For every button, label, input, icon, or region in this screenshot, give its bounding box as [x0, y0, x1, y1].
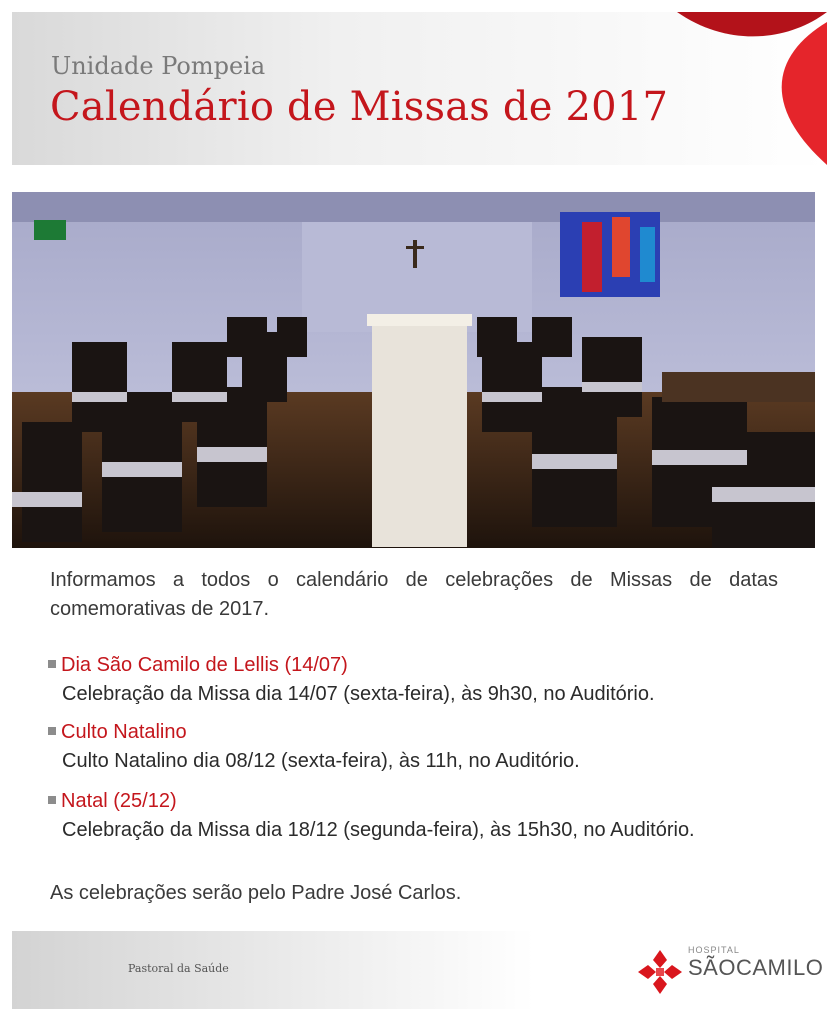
bullet-icon — [48, 796, 56, 804]
hospital-logo — [636, 942, 824, 1002]
logo-brand-text: SÃOCAMILO — [688, 955, 824, 980]
event-name: Culto Natalino — [61, 721, 187, 743]
logo-small-text: HOSPITAL — [688, 945, 740, 955]
event-item — [48, 721, 580, 773]
event-item — [48, 654, 655, 706]
event-description: Celebração da Missa dia 18/12 (segunda-feira), às 15h30, no Auditório. — [62, 819, 695, 841]
sao-camilo-cross-logo-icon — [636, 948, 684, 996]
event-item — [48, 790, 695, 842]
footer-label: Pastoral da Saúde — [128, 962, 229, 975]
unit-subtitle: Unidade Pompeia — [51, 52, 266, 80]
event-description: Celebração da Missa dia 14/07 (sexta-feira), às 9h30, no Auditório. — [62, 683, 655, 705]
intro-paragraph: Informamos a todos o calendário de celebrações de Missas de datas comemorativas de 2017. — [50, 569, 778, 620]
closing-note: As celebrações serão pelo Padre José Carlos. — [50, 882, 462, 904]
bullet-icon — [48, 660, 56, 668]
event-name: Natal (25/12) — [61, 790, 177, 812]
event-description: Culto Natalino dia 08/12 (sexta-feira), às 11h, no Auditório. — [62, 750, 580, 772]
bullet-icon — [48, 727, 56, 735]
event-name: Dia São Camilo de Lellis (14/07) — [61, 654, 348, 676]
corner-ribbon-decoration — [657, 12, 827, 165]
page-title: Calendário de Missas de 2017 — [50, 84, 669, 130]
footer-bar — [12, 931, 534, 1009]
chapel-photo — [12, 192, 815, 548]
header-banner — [12, 12, 827, 165]
